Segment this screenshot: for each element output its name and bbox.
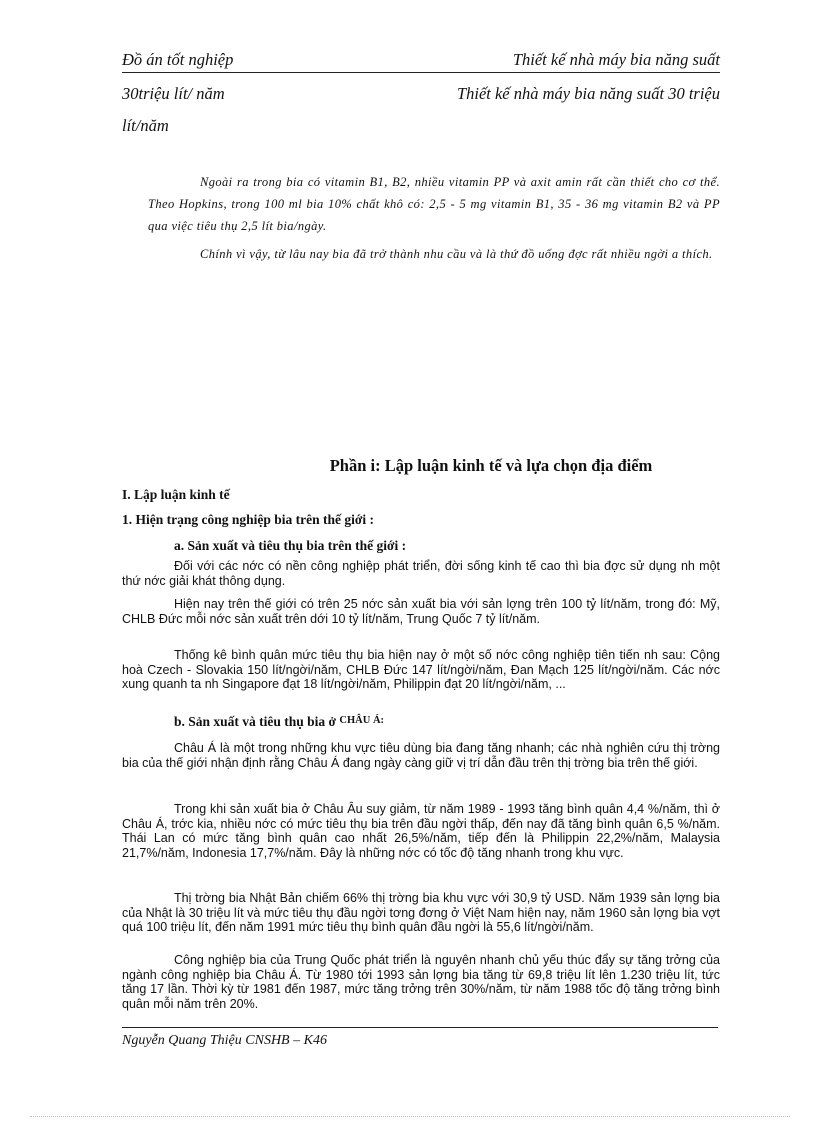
body-paragraph-4: Châu Á là một trong những khu vực tiêu dùng bia đang tăng nhanh; các nhà nghiên cứu thị trờng bia của thế giới nhận định rằng Châu Á đang ngày càng giữ vị trí dẫn đầu trên thị trờng bia trên thế giới. <box>122 741 720 770</box>
section-title: Phần i: Lập luận kinh tế và lựa chọn địa điểm <box>329 456 653 475</box>
footer-divider <box>122 1027 718 1028</box>
body-paragraph-6: Thị trờng bia Nhật Bản chiếm 66% thị trờng bia khu vực với 30,9 tỷ USD. Năm 1939 sản lợng bia của Nhật là 30 triệu lít và mức tiêu thụ đầu ngời tơng đơng ở Việt Nam hiện nay, năm 1960 sản lợng bia vợt quá 100 triệu lít, đến năm 1991 mức tiêu thụ bình quân đầu ngời là 55,6 lít/ngời/năm. <box>122 891 720 934</box>
heading-world-beer-industry: 1. Hiện trạng công nghiệp bia trên thế giới : <box>122 512 374 527</box>
subheading-asia-production: b. Sản xuất và tiêu thụ bia ở $^{CHÂU Á:}$ <box>174 714 385 729</box>
body-paragraph-7: Công nghiệp bia của Trung Quốc phát triển là nguyên nhanh chủ yếu thúc đẩy sự tăng trởng của ngành công nghiệp bia Châu Á. Từ 1980 tới 1993 sản lợng bia tăng từ 69,8 triệu lít lên 1.230 triệu lít, tức tăng 17 lần. Thời kỳ từ 1981 đến 1987, mức tăng trởng trên 30%/năm, từ năm 1988 tốc độ tăng trởng bình quân mỗi năm trên 20%. <box>122 953 720 1011</box>
page-header-line-1 <box>122 50 720 73</box>
body-paragraph-3: Thống kê bình quân mức tiêu thụ bia hiện nay ở một số nớc công nghiệp tiên tiến nh sau: Cộng hoà Czech - Slovakia 150 lít/ngời/năm, CHLB Đức 147 lít/ngời/năm, Đan Mạch 125 lít/ngời/năm. Các nớc xung quanh ta nh Singapore đạt 18 lít/ngời/năm, Philippin đạt 20 lít/ngời/năm, ... <box>122 648 720 691</box>
body-paragraph-5: Trong khi sản xuất bia ở Châu Âu suy giảm, từ năm 1989 - 1993 tăng bình quân 4,4 %/năm, thì ở Châu Á, trớc kia, nhiều nớc có mức tiêu thụ bia trên đầu ngời thấp, đến nay đã tăng bình quân 6,5 %/năm. Thái Lan có mức tăng bình quân cao nhất 26,5%/năm, tiếp đến là Philippin 22,2%/năm, Malaysia 21,7%/năm, Indonesia 17,7%/năm. Đây là những nớc có tốc độ tăng nhanh trong khu vực. <box>122 802 720 860</box>
intro-paragraph-2: Chính vì vậy, từ lâu nay bia đã trở thành nhu cầu và là thứ đồ uống đợc rất nhiều ngời a thích. <box>200 247 713 261</box>
header-capacity: 30triệu lít/ năm <box>122 84 225 103</box>
header-document-title: Thiết kế nhà máy bia năng suất <box>512 50 720 69</box>
page-bottom-dotted-line <box>30 1116 790 1117</box>
header-title-repeat: Thiết kế nhà máy bia năng suất 30 triệu <box>456 84 720 103</box>
page-header-line-2 <box>122 84 720 104</box>
page-header-line-3 <box>122 116 720 136</box>
intro-paragraph-1: Ngoài ra trong bia có vitamin B1, B2, nhiều vitamin PP và axit amin rất cần thiết cho cơ thể. Theo Hopkins, trong 100 ml bia 10% chất khô có: 2,5 - 5 mg vitamin B1, 35 - 36 mg vitamin B2 và PP qua việc tiêu thụ 2,5 lít bia/ngày. <box>148 175 720 233</box>
header-unit: lít/năm <box>122 116 169 135</box>
body-paragraph-2: Hiện nay trên thế giới có trên 25 nớc sản xuất bia với sản lợng trên 100 tỷ lít/năm, trong đó: Mỹ, CHLB Đức mỗi nớc sản xuất trên dới 10 tỷ lít/năm, Trung Quốc 7 tỷ lít/năm. <box>122 597 720 626</box>
header-document-type: Đồ án tốt nghiệp <box>122 50 234 69</box>
subheading-world-production: a. Sản xuất và tiêu thụ bia trên thế giới : <box>174 538 407 553</box>
body-paragraph-1: Đối với các nớc có nền công nghiệp phát triển, đời sống kinh tế cao thì bia đợc sử dụng nh một thứ nớc giải khát thông dụng. <box>122 559 720 588</box>
heading-economic-argument: I. Lập luận kinh tế <box>122 487 230 502</box>
footer-author: Nguyễn Quang Thiệu CNSHB – K46 <box>122 1033 327 1048</box>
